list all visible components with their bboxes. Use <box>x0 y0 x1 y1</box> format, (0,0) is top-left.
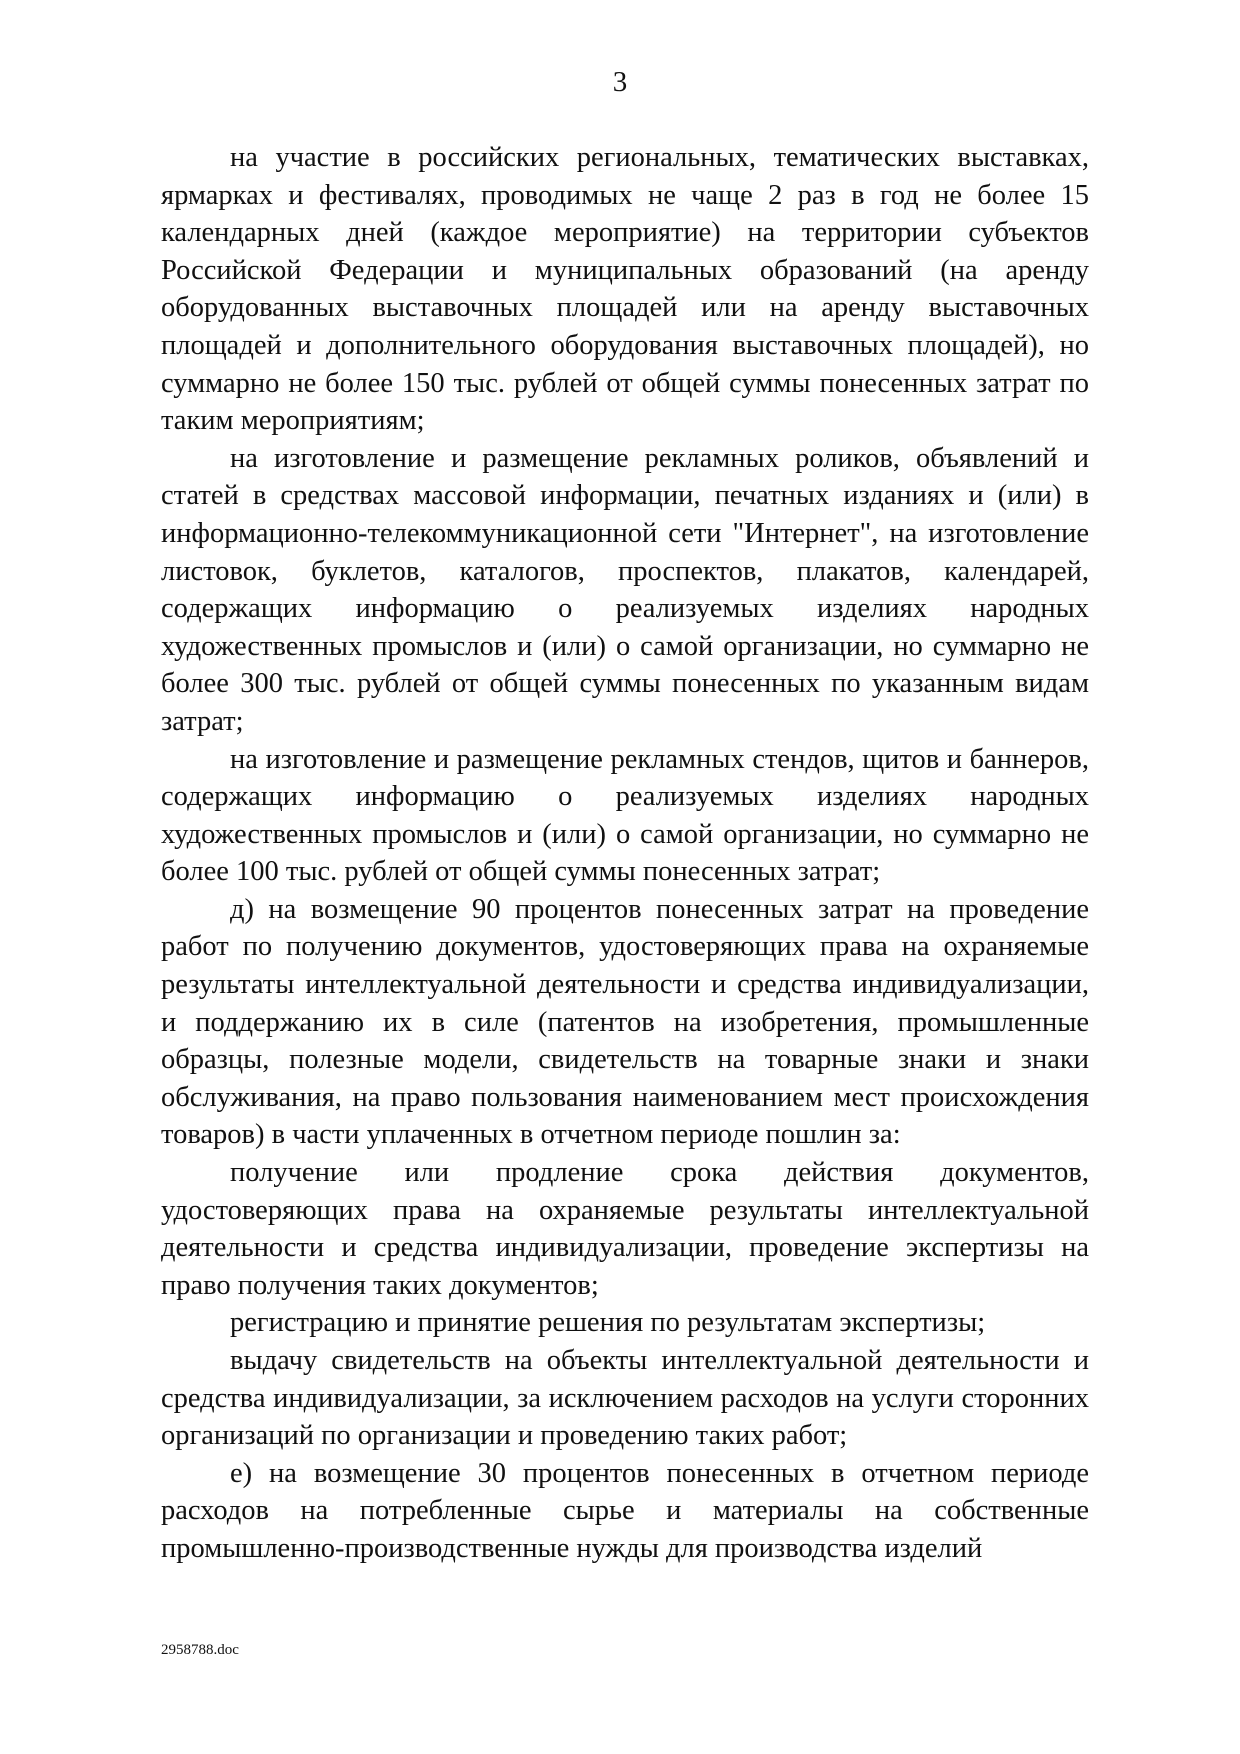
page-number: 3 <box>612 66 628 98</box>
document-body <box>161 139 1089 1568</box>
paragraph-item-d: д) на возмещение 90 процентов понесенных затрат на проведение работ по получению документов, удостоверяющих права на охраняемые результаты интеллектуальной деятельности и средства индивидуализации, и поддержанию их в силе (патентов на изобретения, промышленные образцы, полезные модели, свидетельств на товарные знаки и знаки обслуживания, на право пользования наименованием мест происхождения товаров) в части уплаченных в отчетном периоде пошлин за: <box>161 893 1089 1151</box>
paragraph-exhibitions: на участие в российских региональных, тематических выставках, ярмарках и фестивалях, проводимых не чаще 2 раз в год не более 15 календарных дней (каждое мероприятие) на территории субъектов Российской Федерации и муниципальных образований (на аренду оборудованных выставочных площадей или на аренду выставочных площадей и дополнительного оборудования выставочных площадей), но суммарно не более 150 тыс. рублей от общей суммы понесенных затрат по таким мероприятиям; <box>161 142 1089 437</box>
paragraph-documents-extension: получение или продление срока действия документов, удостоверяющих права на охраняемые результаты интеллектуальной деятельности и средства индивидуализации, проведение экспертизы на право получения таких документов; <box>161 1157 1089 1301</box>
paragraph-advertising-media: на изготовление и размещение рекламных роликов, объявлений и статей в средствах массовой информации, печатных изданиях и (или) в информационно-телекоммуникационной сети "Интернет", на изготовление листовок, буклетов, каталогов, проспектов, плакатов, календарей, содержащих информацию о реализуемых изделиях народных художественных промыслов и (или) о самой организации, но суммарно не более 300 тыс. рублей от общей суммы понесенных по указанным видам затрат; <box>161 442 1089 737</box>
paragraph-advertising-stands: на изготовление и размещение рекламных стендов, щитов и баннеров, содержащих информацию о реализуемых изделиях народных художественных промыслов и (или) о самой организации, но суммарно не более 100 тыс. рублей от общей суммы понесенных затрат; <box>161 743 1089 888</box>
paragraph-item-e: е) на возмещение 30 процентов понесенных в отчетном периоде расходов на потребленные сырье и материалы на собственные промышленно-производственные нужды для производства изделий <box>161 1457 1089 1564</box>
paragraph-registration: регистрацию и принятие решения по результатам экспертизы; <box>230 1307 986 1339</box>
paragraph-certificates: выдачу свидетельств на объекты интеллектуальной деятельности и средства индивидуализации, за исключением расходов на услуги сторонних организаций по организации и проведению таких работ; <box>161 1345 1089 1452</box>
document-file-id: 2958788.doc <box>161 1642 239 1658</box>
